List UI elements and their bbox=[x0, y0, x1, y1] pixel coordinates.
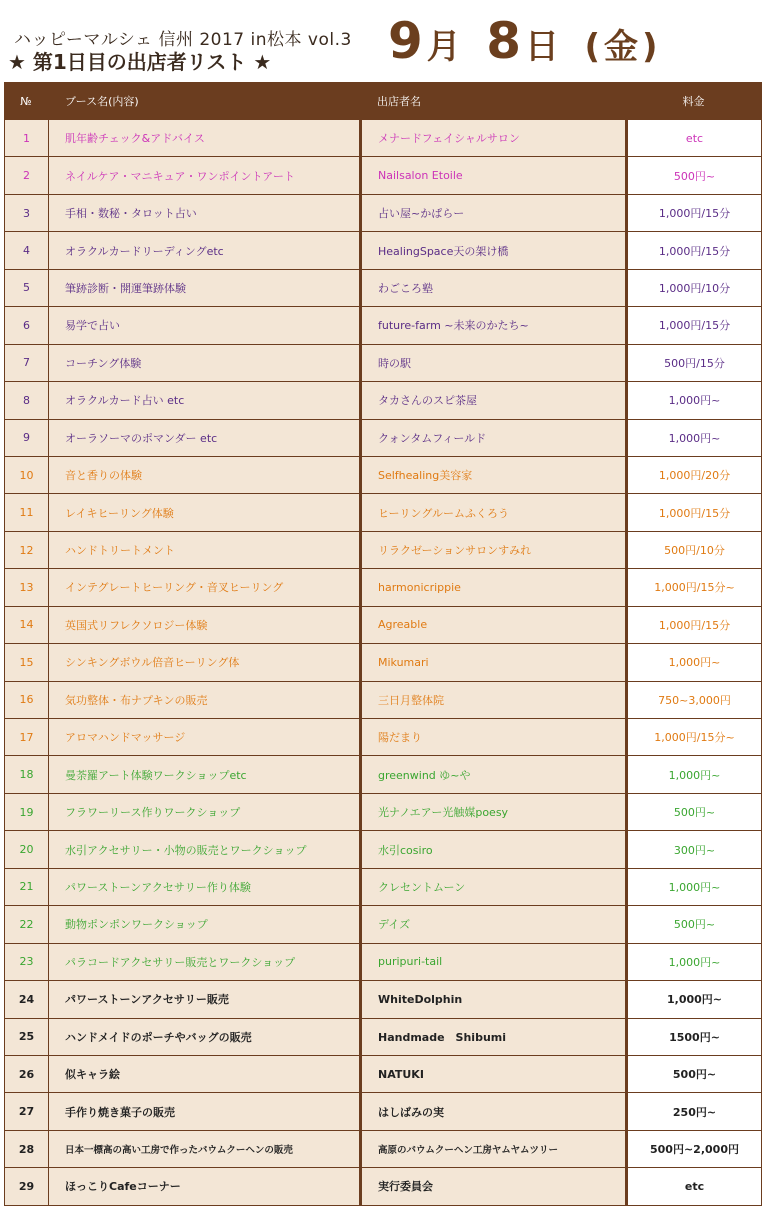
booth-name: ほっこりCafeコーナー bbox=[49, 1168, 361, 1205]
booth-name: 肌年齢チェック&アドバイス bbox=[49, 120, 361, 157]
fee: 750~3,000円 bbox=[627, 681, 762, 718]
fee: etc bbox=[627, 120, 762, 157]
booth-name: 動物ポンポンワークショップ bbox=[49, 906, 361, 943]
vendor-name: Selfhealing美容家 bbox=[361, 456, 627, 493]
vendor-name: Handmade Shibumi bbox=[361, 1018, 627, 1055]
booth-name: コーチング体験 bbox=[49, 344, 361, 381]
vendor-name: Nailsalon Etoile bbox=[361, 157, 627, 194]
vendor-name: クォンタムフィールド bbox=[361, 419, 627, 456]
table-row bbox=[5, 307, 762, 344]
vendor-name: Agreable bbox=[361, 606, 627, 643]
fee: 500円~ bbox=[627, 793, 762, 830]
date-day-label: 日 bbox=[525, 27, 564, 67]
row-number: 27 bbox=[5, 1093, 49, 1130]
row-number: 13 bbox=[5, 569, 49, 606]
row-number: 24 bbox=[5, 981, 49, 1018]
event-title: ハッピーマルシェ 信州 2017 in松本 vol.3 bbox=[14, 30, 352, 50]
vendor-name: 光ナノエアー光触媒poesy bbox=[361, 793, 627, 830]
vendor-name: Mikumari bbox=[361, 644, 627, 681]
fee: 500円~2,000円 bbox=[627, 1130, 762, 1167]
vendor-name: HealingSpace天の架け橋 bbox=[361, 232, 627, 269]
vendor-name: greenwind ゆ~や bbox=[361, 756, 627, 793]
fee: 1,000円/15分 bbox=[627, 494, 762, 531]
row-number: 11 bbox=[5, 494, 49, 531]
booth-name: ハンドメイドのポーチやバッグの販売 bbox=[49, 1018, 361, 1055]
fee: etc bbox=[627, 1168, 762, 1205]
row-number: 1 bbox=[5, 120, 49, 157]
table-row bbox=[5, 157, 762, 194]
booth-name: 音と香りの体験 bbox=[49, 456, 361, 493]
table-row bbox=[5, 868, 762, 905]
fee: 1,000円~ bbox=[627, 419, 762, 456]
vendor-name: 三日月整体院 bbox=[361, 681, 627, 718]
row-number: 10 bbox=[5, 456, 49, 493]
row-number: 28 bbox=[5, 1130, 49, 1167]
row-number: 18 bbox=[5, 756, 49, 793]
fee: 1,000円~ bbox=[627, 644, 762, 681]
booth-name: オラクルカードリーディングetc bbox=[49, 232, 361, 269]
booth-name: アロマハンドマッサージ bbox=[49, 719, 361, 756]
fee: 1,000円/10分 bbox=[627, 269, 762, 306]
header-number: № bbox=[5, 83, 49, 120]
row-number: 7 bbox=[5, 344, 49, 381]
fee: 250円~ bbox=[627, 1093, 762, 1130]
booth-name: 曼荼羅アート体験ワークショップetc bbox=[49, 756, 361, 793]
table-row bbox=[5, 1055, 762, 1092]
vendor-name: harmonicrippie bbox=[361, 569, 627, 606]
row-number: 17 bbox=[5, 719, 49, 756]
fee: 500円~ bbox=[627, 1055, 762, 1092]
booth-name: フラワーリース作りワークショップ bbox=[49, 793, 361, 830]
table-row bbox=[5, 194, 762, 231]
booth-name: 手相・数秘・タロット占い bbox=[49, 194, 361, 231]
row-number: 5 bbox=[5, 269, 49, 306]
table-row bbox=[5, 494, 762, 531]
date-weekday: (金) bbox=[584, 27, 662, 67]
fee: 1,000円/15分~ bbox=[627, 719, 762, 756]
table-row bbox=[5, 606, 762, 643]
fee: 1,000円~ bbox=[627, 756, 762, 793]
fee: 300円~ bbox=[627, 831, 762, 868]
row-number: 26 bbox=[5, 1055, 49, 1092]
booth-name: 似キャラ絵 bbox=[49, 1055, 361, 1092]
vendor-name: 時の駅 bbox=[361, 344, 627, 381]
row-number: 23 bbox=[5, 943, 49, 980]
booth-name: 水引アクセサリー・小物の販売とワークショップ bbox=[49, 831, 361, 868]
fee: 1,000円/15分 bbox=[627, 307, 762, 344]
table-row bbox=[5, 120, 762, 157]
vendor-name: わごころ塾 bbox=[361, 269, 627, 306]
vendor-name: future-farm ~未来のかたち~ bbox=[361, 307, 627, 344]
fee: 1,000円/20分 bbox=[627, 456, 762, 493]
table-row bbox=[5, 1018, 762, 1055]
fee: 1500円~ bbox=[627, 1018, 762, 1055]
vendor-name: リラクゼーションサロンすみれ bbox=[361, 531, 627, 568]
fee: 500円~ bbox=[627, 906, 762, 943]
row-number: 14 bbox=[5, 606, 49, 643]
fee: 500円~ bbox=[627, 157, 762, 194]
row-number: 15 bbox=[5, 644, 49, 681]
fee: 500円/15分 bbox=[627, 344, 762, 381]
row-number: 29 bbox=[5, 1168, 49, 1205]
vendor-name: タカさんのスピ茶屋 bbox=[361, 382, 627, 419]
row-number: 25 bbox=[5, 1018, 49, 1055]
booth-name: 日本一標高の高い工房で作ったバウムクーヘンの販売 bbox=[49, 1130, 361, 1167]
table-row bbox=[5, 456, 762, 493]
row-number: 16 bbox=[5, 681, 49, 718]
header-fee: 料金 bbox=[627, 83, 762, 120]
date-month-number: 9 bbox=[388, 12, 427, 70]
table-row bbox=[5, 906, 762, 943]
page-header bbox=[0, 0, 763, 82]
vendor-name: 陽だまり bbox=[361, 719, 627, 756]
booth-name: パラコードアクセサリー販売とワークショップ bbox=[49, 943, 361, 980]
booth-name: オラクルカード占い etc bbox=[49, 382, 361, 419]
row-number: 20 bbox=[5, 831, 49, 868]
row-number: 9 bbox=[5, 419, 49, 456]
fee: 1,000円/15分 bbox=[627, 606, 762, 643]
vendor-name: メナードフェイシャルサロン bbox=[361, 120, 627, 157]
booth-name: レイキヒーリング体験 bbox=[49, 494, 361, 531]
table-row bbox=[5, 831, 762, 868]
table-row bbox=[5, 269, 762, 306]
row-number: 3 bbox=[5, 194, 49, 231]
table-row bbox=[5, 569, 762, 606]
row-number: 19 bbox=[5, 793, 49, 830]
header-booth: ブース名(内容) bbox=[49, 83, 361, 120]
booth-name: シンキングボウル倍音ヒーリング体 bbox=[49, 644, 361, 681]
row-number: 2 bbox=[5, 157, 49, 194]
vendor-name: 高原のバウムクーヘン工房ヤムヤムツリー bbox=[361, 1130, 627, 1167]
vendor-name: ヒーリングルームふくろう bbox=[361, 494, 627, 531]
table-row bbox=[5, 344, 762, 381]
table-row bbox=[5, 1130, 762, 1167]
row-number: 12 bbox=[5, 531, 49, 568]
table-row bbox=[5, 681, 762, 718]
fee: 1,000円~ bbox=[627, 868, 762, 905]
date-month-label: 月 bbox=[426, 27, 465, 67]
table-row bbox=[5, 644, 762, 681]
table-row bbox=[5, 756, 762, 793]
table-row bbox=[5, 943, 762, 980]
booth-name: 気功整体・布ナプキンの販売 bbox=[49, 681, 361, 718]
fee: 1,000円/15分 bbox=[627, 194, 762, 231]
booth-name: ハンドトリートメント bbox=[49, 531, 361, 568]
fee: 1,000円/15分 bbox=[627, 232, 762, 269]
vendor-name: クレセントムーン bbox=[361, 868, 627, 905]
table-row bbox=[5, 793, 762, 830]
booth-name: 易学で占い bbox=[49, 307, 361, 344]
row-number: 6 bbox=[5, 307, 49, 344]
vendor-table bbox=[4, 82, 762, 1206]
booth-name: インテグレートヒーリング・音叉ヒーリング bbox=[49, 569, 361, 606]
list-title: ★ 第1日目の出店者リスト ★ bbox=[8, 50, 272, 74]
fee: 1,000円/15分~ bbox=[627, 569, 762, 606]
booth-name: 英国式リフレクソロジー体験 bbox=[49, 606, 361, 643]
vendor-name: 占い屋~かぱらー bbox=[361, 194, 627, 231]
vendor-name: デイズ bbox=[361, 906, 627, 943]
table-row bbox=[5, 719, 762, 756]
fee: 1,000円~ bbox=[627, 981, 762, 1018]
fee: 1,000円~ bbox=[627, 382, 762, 419]
fee: 500円/10分 bbox=[627, 531, 762, 568]
row-number: 21 bbox=[5, 868, 49, 905]
table-body bbox=[5, 120, 762, 1206]
row-number: 4 bbox=[5, 232, 49, 269]
table-row bbox=[5, 531, 762, 568]
fee: 1,000円~ bbox=[627, 943, 762, 980]
table-row bbox=[5, 1168, 762, 1205]
header-shop: 出店者名 bbox=[361, 83, 627, 120]
table-row bbox=[5, 232, 762, 269]
row-number: 22 bbox=[5, 906, 49, 943]
vendor-name: 実行委員会 bbox=[361, 1168, 627, 1205]
vendor-name: NATUKI bbox=[361, 1055, 627, 1092]
booth-name: 手作り焼き菓子の販売 bbox=[49, 1093, 361, 1130]
booth-name: パワーストーンアクセサリー作り体験 bbox=[49, 868, 361, 905]
booth-name: オーラソーマのポマンダー etc bbox=[49, 419, 361, 456]
table-header-row bbox=[5, 83, 762, 120]
vendor-name: はしばみの実 bbox=[361, 1093, 627, 1130]
table-row bbox=[5, 981, 762, 1018]
table-row bbox=[5, 1093, 762, 1130]
booth-name: ネイルケア・マニキュア・ワンポイントアート bbox=[49, 157, 361, 194]
event-date bbox=[388, 12, 662, 70]
booth-name: 筆跡診断・開運筆跡体験 bbox=[49, 269, 361, 306]
table-row bbox=[5, 419, 762, 456]
vendor-name: WhiteDolphin bbox=[361, 981, 627, 1018]
date-day-number: 8 bbox=[486, 12, 526, 70]
row-number: 8 bbox=[5, 382, 49, 419]
table-row bbox=[5, 382, 762, 419]
vendor-name: puripuri-tail bbox=[361, 943, 627, 980]
vendor-name: 水引cosiro bbox=[361, 831, 627, 868]
booth-name: パワーストーンアクセサリー販売 bbox=[49, 981, 361, 1018]
